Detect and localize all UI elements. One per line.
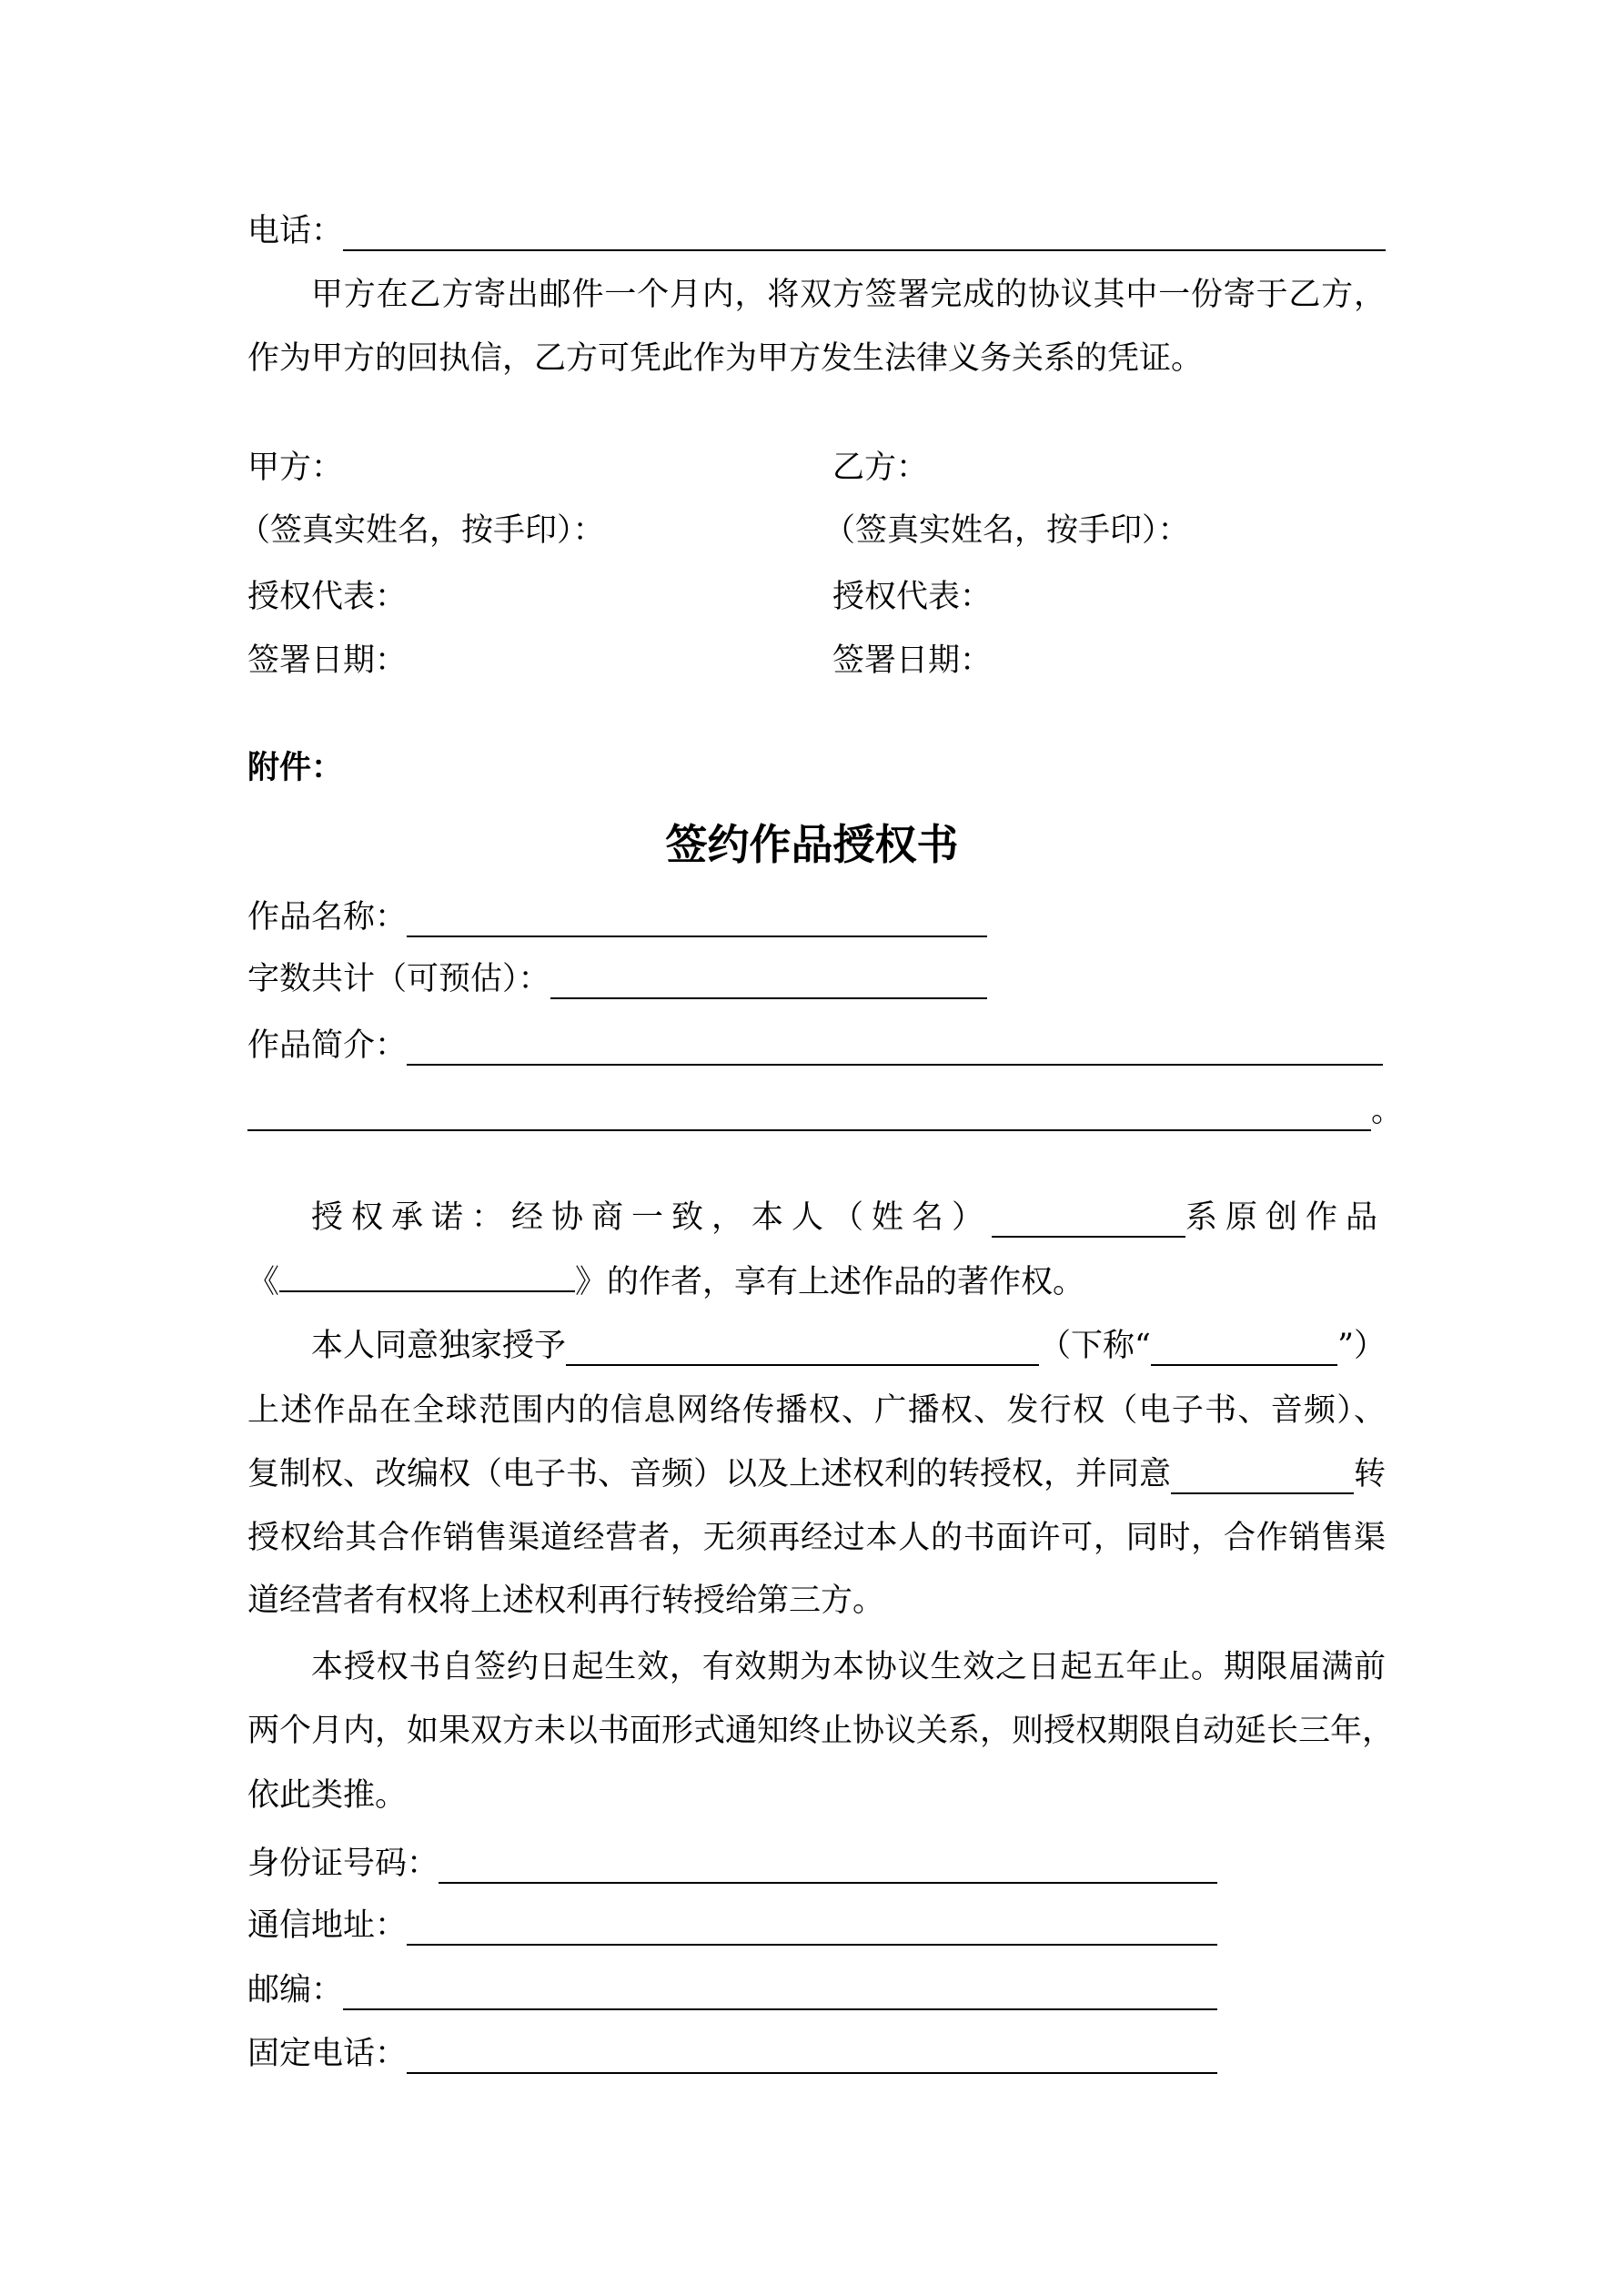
commitment-text-a: 授权承诺：经协商一致，本人（姓名）: [311, 1199, 993, 1236]
author-name-blank[interactable]: [992, 1205, 1185, 1238]
party-a-label: 甲方：: [247, 450, 344, 486]
grant-text-e: 转: [1353, 1456, 1386, 1492]
summary-end: 。: [1370, 1093, 1403, 1129]
sublicensor-blank[interactable]: [1171, 1462, 1354, 1494]
summary-blank[interactable]: [407, 1033, 1383, 1066]
summary-field-line2: [247, 1091, 1403, 1131]
word-count-label: 字数共计（可预估）：: [247, 961, 550, 997]
attachment-label: 附件：: [247, 749, 344, 786]
address-field: [247, 1906, 1217, 1946]
grantee-short-name-blank[interactable]: [1151, 1333, 1337, 1366]
word-count-field: [247, 959, 987, 999]
postcode-label: 邮编：: [247, 1972, 344, 2008]
grant-line5: 道经营者有权将上述权利再行转授给第三方。: [247, 1583, 885, 1619]
party-b-date: 签署日期：: [832, 642, 993, 679]
summary-blank-2[interactable]: [247, 1098, 1371, 1131]
commitment-text-c: 《: [247, 1264, 280, 1300]
grant-text-d: 复制权、改编权（电子书、音频）以及上述权利的转授权，并同意: [247, 1456, 1172, 1492]
phone-blank[interactable]: [343, 218, 1386, 251]
landline-blank[interactable]: [407, 2041, 1217, 2074]
term-line3: 依此类推。: [247, 1777, 408, 1814]
work-title-blank[interactable]: [279, 1259, 575, 1292]
commitment-text-d: 》的作者，享有上述作品的著作权。: [575, 1264, 1085, 1300]
work-name-field: [247, 897, 987, 937]
work-name-label: 作品名称：: [247, 899, 408, 936]
phone-field: [247, 211, 1386, 251]
phone-label: 电话：: [247, 213, 344, 249]
party-b-sign: （签真实姓名，按手印）：: [823, 512, 1190, 549]
party-a-date: 签署日期：: [247, 642, 408, 679]
term-line1: 本授权书自签约日起生效，有效期为本协议生效之日起五年止。期限届满前: [311, 1649, 1386, 1685]
postcode-field: [247, 1970, 1217, 2010]
commitment-text-b: 系原创作品: [1185, 1199, 1386, 1236]
receipt-para-line1: 甲方在乙方寄出邮件一个月内，将双方签署完成的协议其中一份寄于乙方，: [311, 277, 1386, 313]
work-name-blank[interactable]: [407, 905, 987, 937]
grant-line4: 授权给其合作销售渠道经营者，无须再经过本人的书面许可，同时，合作销售渠: [247, 1520, 1386, 1556]
party-b-rep: 授权代表：: [832, 579, 993, 615]
landline-label: 固定电话：: [247, 2036, 408, 2072]
commitment-line2: [247, 1259, 1084, 1300]
document-title: 签约作品授权书: [665, 820, 959, 869]
id-number-field: [247, 1844, 1217, 1884]
address-blank[interactable]: [407, 1913, 1217, 1946]
grantee-blank[interactable]: [566, 1333, 1039, 1366]
postcode-blank[interactable]: [343, 1977, 1217, 2010]
summary-label: 作品简介：: [247, 1027, 408, 1064]
grant-text-a: 本人同意独家授予: [311, 1328, 567, 1364]
party-a-sign: （签真实姓名，按手印）：: [238, 512, 605, 549]
grant-text-b: （下称“: [1039, 1328, 1151, 1364]
term-line2: 两个月内，如果双方未以书面形式通知终止协议关系，则授权期限自动延长三年，: [247, 1713, 1395, 1749]
address-label: 通信地址：: [247, 1907, 408, 1944]
grant-text-c: ”）: [1337, 1328, 1386, 1364]
id-number-blank[interactable]: [439, 1851, 1217, 1884]
word-count-blank[interactable]: [550, 966, 987, 999]
summary-field: [247, 1026, 1383, 1066]
party-b-label: 乙方：: [832, 450, 929, 486]
grant-line3: [247, 1454, 1386, 1494]
grant-line1: [311, 1326, 1386, 1366]
grant-line2: 上述作品在全球范围内的信息网络传播权、广播权、发行权（电子书、音频）、: [247, 1392, 1386, 1429]
receipt-para-line2: 作为甲方的回执信，乙方可凭此作为甲方发生法律义务关系的凭证。: [247, 340, 1204, 377]
party-a-rep: 授权代表：: [247, 579, 408, 615]
commitment-line1: [311, 1198, 1386, 1238]
id-number-label: 身份证号码：: [247, 1846, 439, 1882]
landline-field: [247, 2034, 1217, 2074]
